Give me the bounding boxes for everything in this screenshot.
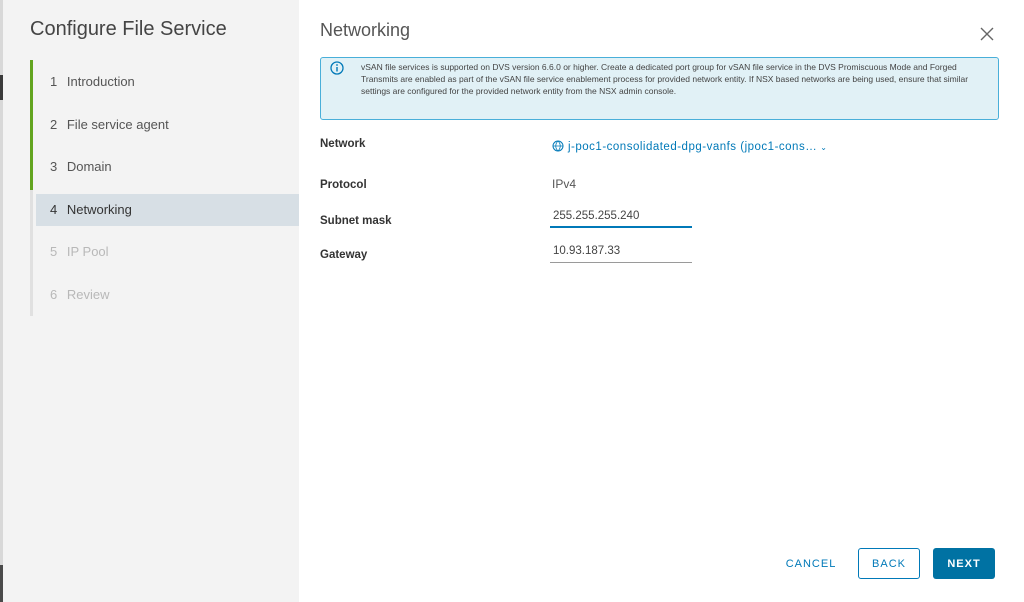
step-label: File service agent	[66, 117, 169, 132]
subnet-mask-label: Subnet mask	[320, 215, 392, 227]
next-button[interactable]: NEXT	[933, 548, 995, 579]
protocol-value: IPv4	[552, 177, 577, 191]
step-label: IP Pool	[66, 244, 109, 259]
step-number: 5	[50, 244, 58, 259]
info-alert	[320, 57, 999, 120]
network-label: Network	[320, 138, 366, 150]
step-number: 4	[50, 202, 58, 217]
cancel-button[interactable]: CANCEL	[775, 548, 847, 579]
chevron-down-icon: ⌄	[820, 143, 828, 152]
step-label: Domain	[66, 159, 112, 174]
step-review	[30, 279, 299, 311]
network-icon	[552, 140, 564, 152]
back-button[interactable]: BACK	[858, 548, 920, 579]
network-value: j-poc1-consolidated-dpg-vanfs (jpoc1-cons…	[568, 141, 818, 153]
step-file-service-agent[interactable]	[30, 109, 299, 141]
info-icon	[330, 61, 344, 75]
step-progress-rail	[30, 60, 33, 316]
step-label: Review	[66, 287, 110, 302]
gateway-input[interactable]	[550, 243, 692, 263]
step-number: 2	[50, 117, 58, 132]
step-introduction[interactable]	[30, 66, 299, 98]
step-number: 3	[50, 159, 58, 174]
wizard-content	[299, 0, 1024, 602]
gateway-label: Gateway	[320, 249, 368, 261]
step-domain[interactable]	[30, 151, 299, 183]
network-dropdown[interactable]	[552, 140, 827, 153]
step-ip-pool	[30, 236, 299, 268]
wizard-title: Configure File Service	[30, 18, 227, 40]
close-icon[interactable]	[980, 27, 994, 41]
page-title: Networking	[320, 20, 411, 40]
step-label: Networking	[66, 202, 132, 217]
subnet-mask-input[interactable]	[550, 208, 692, 228]
step-label: Introduction	[66, 74, 135, 89]
step-networking[interactable]	[36, 194, 299, 226]
alert-text: vSAN file services is supported on DVS version 6.6.0 or higher. Create a dedicated port group for vSAN file service in the DVS Promiscuous Mode and Forged Transmits are enabled as part of the vSAN file service enablement process for provided network entity. If NSX based networks are being used, ensure that similar settings are configured for the provided network entity from the NSX admin console.	[361, 62, 969, 96]
wizard-sidebar	[3, 0, 299, 602]
step-number: 1	[50, 74, 58, 89]
protocol-label: Protocol	[320, 179, 367, 191]
step-number: 6	[50, 287, 58, 302]
